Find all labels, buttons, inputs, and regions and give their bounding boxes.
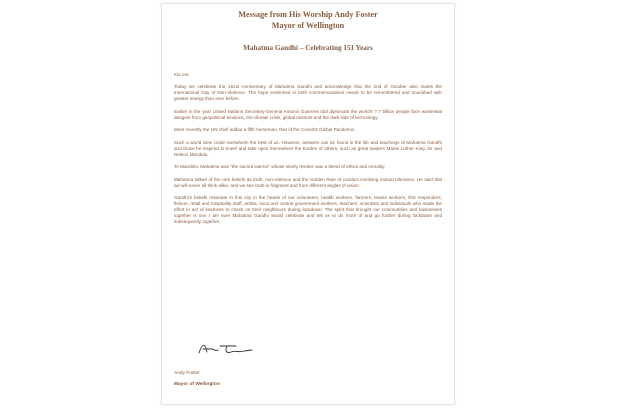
paragraph-1: Today we celebrate the 151st Anniversary of Mahatma Gandhi and acknowledge that the 2nd of October also marks the International Day of Non-Violence. The hope enshrined in both commemorations needs to be remembered and nourished with greater energy than ever before. — [174, 84, 442, 101]
handwritten-signature — [196, 340, 256, 356]
letter-body — [174, 72, 442, 232]
letter-page — [161, 3, 455, 405]
letter-subheading: Mahatma Gandhi – Celebrating 151 Years — [243, 44, 373, 52]
letter-heading-title: Mayor of Wellington — [271, 21, 345, 30]
paragraph-7: Gandhi's beliefs resonate in this city in the hearts of our volunteers, health workers, farmers, transit workers, first responders, fishers, retail and hospitality staff, artists, local and central government workers, teachers, scientists and individuals who made the effort in act of kindness to check on their neighbours during lockdown. The spirit that brought our communities and businesses together is one I am sure Mahatma Gandhi would celebrate and tell us to do more of and go further during lockdown and subsequently together. — [174, 195, 442, 224]
paragraph-6: Mahatma talked of his core beliefs as truth, non-violence and the Golden Rule of conduct involving mutual tolerance. He said that we will never all think alike, and we see truth in fragment and from different angles of vision. — [174, 176, 442, 188]
signer-title: Mayor of Wellington — [174, 382, 220, 387]
paragraph-3: More recently the UN chief added a fifth horseman, that of the Covid19 Global Pandemic. — [174, 127, 356, 132]
signer-name: Andy Foster — [174, 371, 200, 376]
paragraph-4: Such a world view could overwhelm the best of us. However, answers can be found in the life and teachings of Mahatma Gandhi and those he inspired to kneel and take upon themselves the burden of others, such as great leaders Martin Luther King Jnr and Nelson Mandela. — [174, 139, 442, 157]
paragraph-2: Earlier in the year United Nations Secretary-General Antonio Guterres told diplomats the world's 7.7 billion people face existential dangers from geopolitical tensions, the climate crisis, global mistrust and the dark side of technology. — [174, 108, 442, 120]
letter-heading: Message from His Worship Andy Foster — [238, 10, 378, 19]
greeting: Kia ora — [174, 72, 189, 77]
paragraph-5: To Mandela, Mahatma was “the sacred warrior” whose steely resolve was a blend of ethics and morality. — [174, 164, 386, 169]
